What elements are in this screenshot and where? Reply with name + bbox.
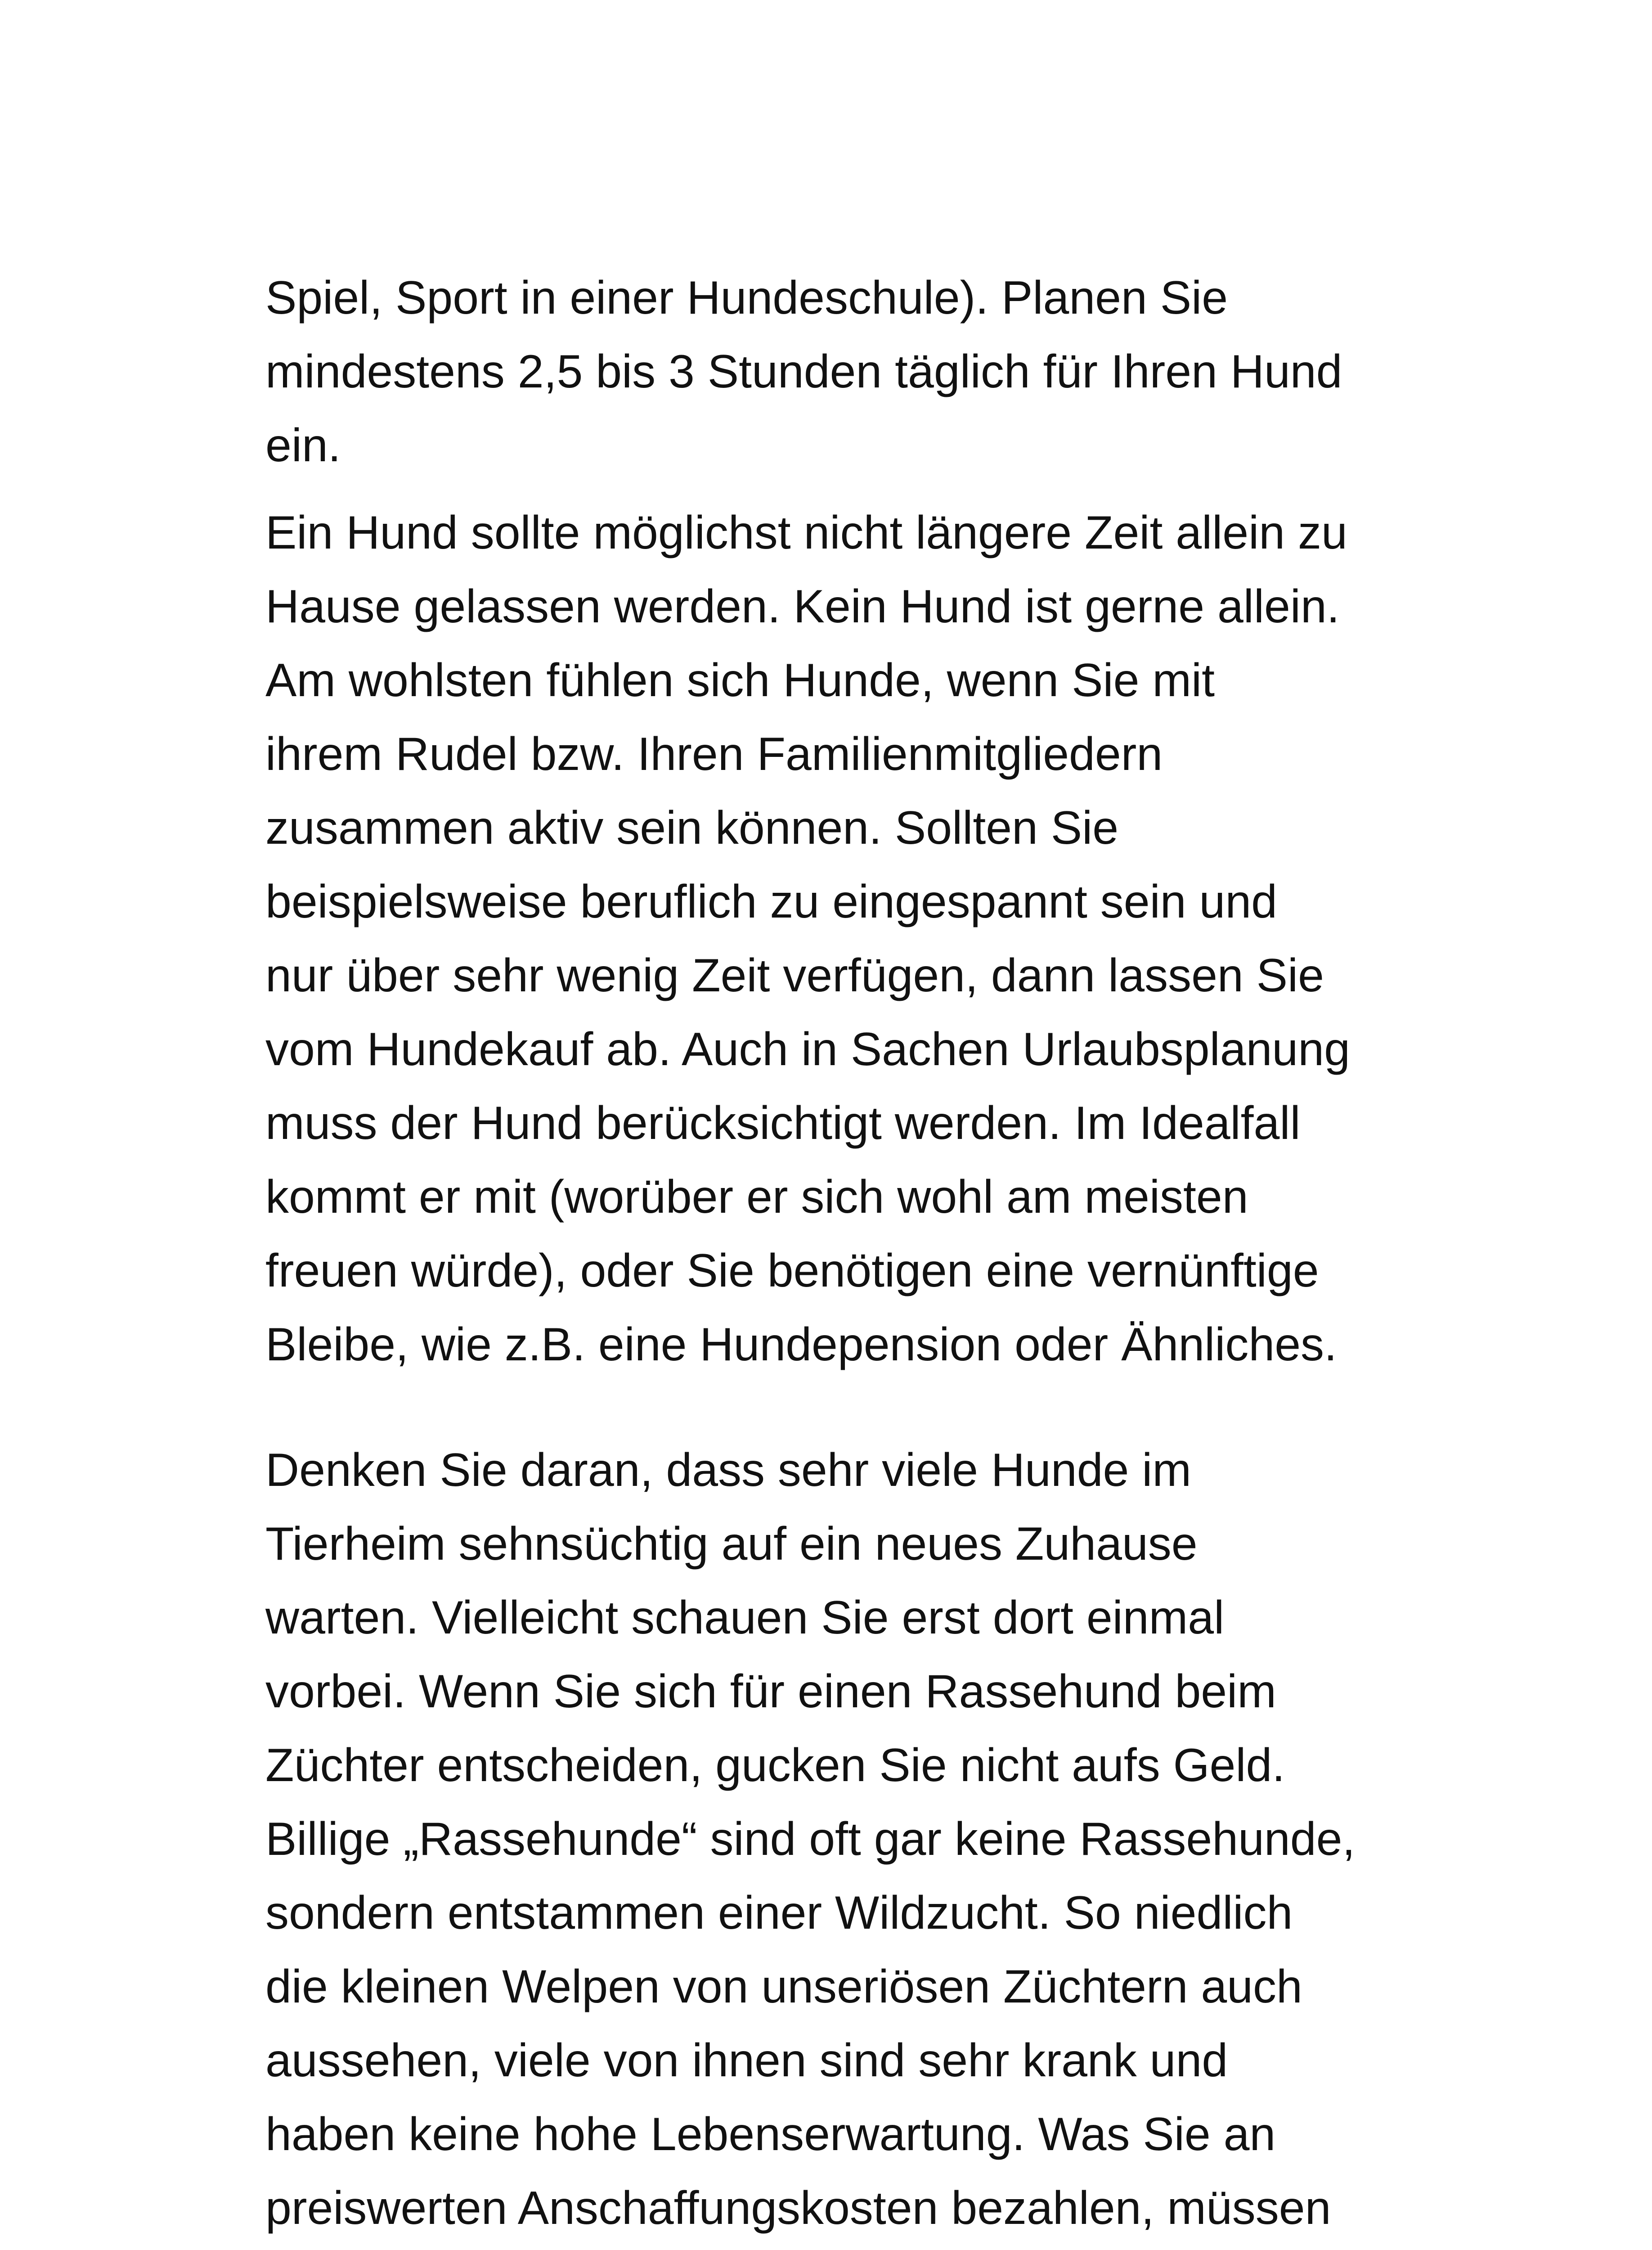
text-line: zusammen aktiv sein können. Sollten Sie (265, 802, 1119, 854)
text-line: preiswerten Anschaffungskosten bezahlen, müssen (265, 2182, 1331, 2234)
text-line: sondern entstammen einer Wildzucht. So niedlich (265, 1887, 1293, 1939)
paragraph-1 (265, 261, 1417, 482)
text-line: ihrem Rudel bzw. Ihren Familienmitgliedern (265, 728, 1163, 780)
paragraph-3 (265, 1433, 1417, 2245)
text-line: nur über sehr wenig Zeit verfügen, dann lassen Sie (265, 950, 1324, 1002)
text-line: kommt er mit (worüber er sich wohl am meisten (265, 1171, 1248, 1223)
text-line: Züchter entscheiden, gucken Sie nicht aufs Geld. (265, 1739, 1285, 1791)
text-line: Billige „Rassehunde“ sind oft gar keine Rassehunde, (265, 1813, 1356, 1865)
text-line: aussehen, viele von ihnen sind sehr krank und (265, 2034, 1228, 2087)
text-line: muss der Hund berücksichtigt werden. Im Idealfall (265, 1097, 1301, 1149)
text-line: Hause gelassen werden. Kein Hund ist gerne allein. (265, 580, 1340, 633)
text-line: Bleibe, wie z.B. eine Hundepension oder Ähnliches. (265, 1318, 1337, 1371)
text-line: Tierheim sehnsüchtig auf ein neues Zuhause (265, 1518, 1198, 1570)
text-line: warten. Vielleicht schauen Sie erst dort einmal (265, 1592, 1225, 1644)
text-line: Ein Hund sollte möglichst nicht längere Zeit allein zu (265, 507, 1347, 559)
text-line: die kleinen Welpen von unseriösen Züchtern auch (265, 1961, 1302, 2013)
paragraph-spacer (265, 1382, 1417, 1433)
text-line: freuen würde), oder Sie benötigen eine vernünftige (265, 1245, 1319, 1297)
body-text (265, 261, 1417, 2245)
paragraph-spacer (265, 482, 1417, 496)
text-line: vom Hundekauf ab. Auch in Sachen Urlaubsplanung (265, 1023, 1350, 1076)
text-line: vorbei. Wenn Sie sich für einen Rassehund beim (265, 1665, 1276, 1718)
text-line: mindestens 2,5 bis 3 Stunden täglich für Ihren Hund (265, 346, 1342, 398)
text-line: Denken Sie daran, dass sehr viele Hunde im (265, 1444, 1192, 1496)
text-line: ein. (265, 419, 341, 472)
text-line: Spiel, Sport in einer Hundeschule). Planen Sie (265, 272, 1228, 324)
paragraph-2 (265, 496, 1417, 1382)
text-line: haben keine hohe Lebenserwartung. Was Sie an (265, 2108, 1276, 2160)
text-line: beispielsweise beruflich zu eingespannt sein und (265, 876, 1277, 928)
text-line: Am wohlsten fühlen sich Hunde, wenn Sie mit (265, 654, 1215, 706)
